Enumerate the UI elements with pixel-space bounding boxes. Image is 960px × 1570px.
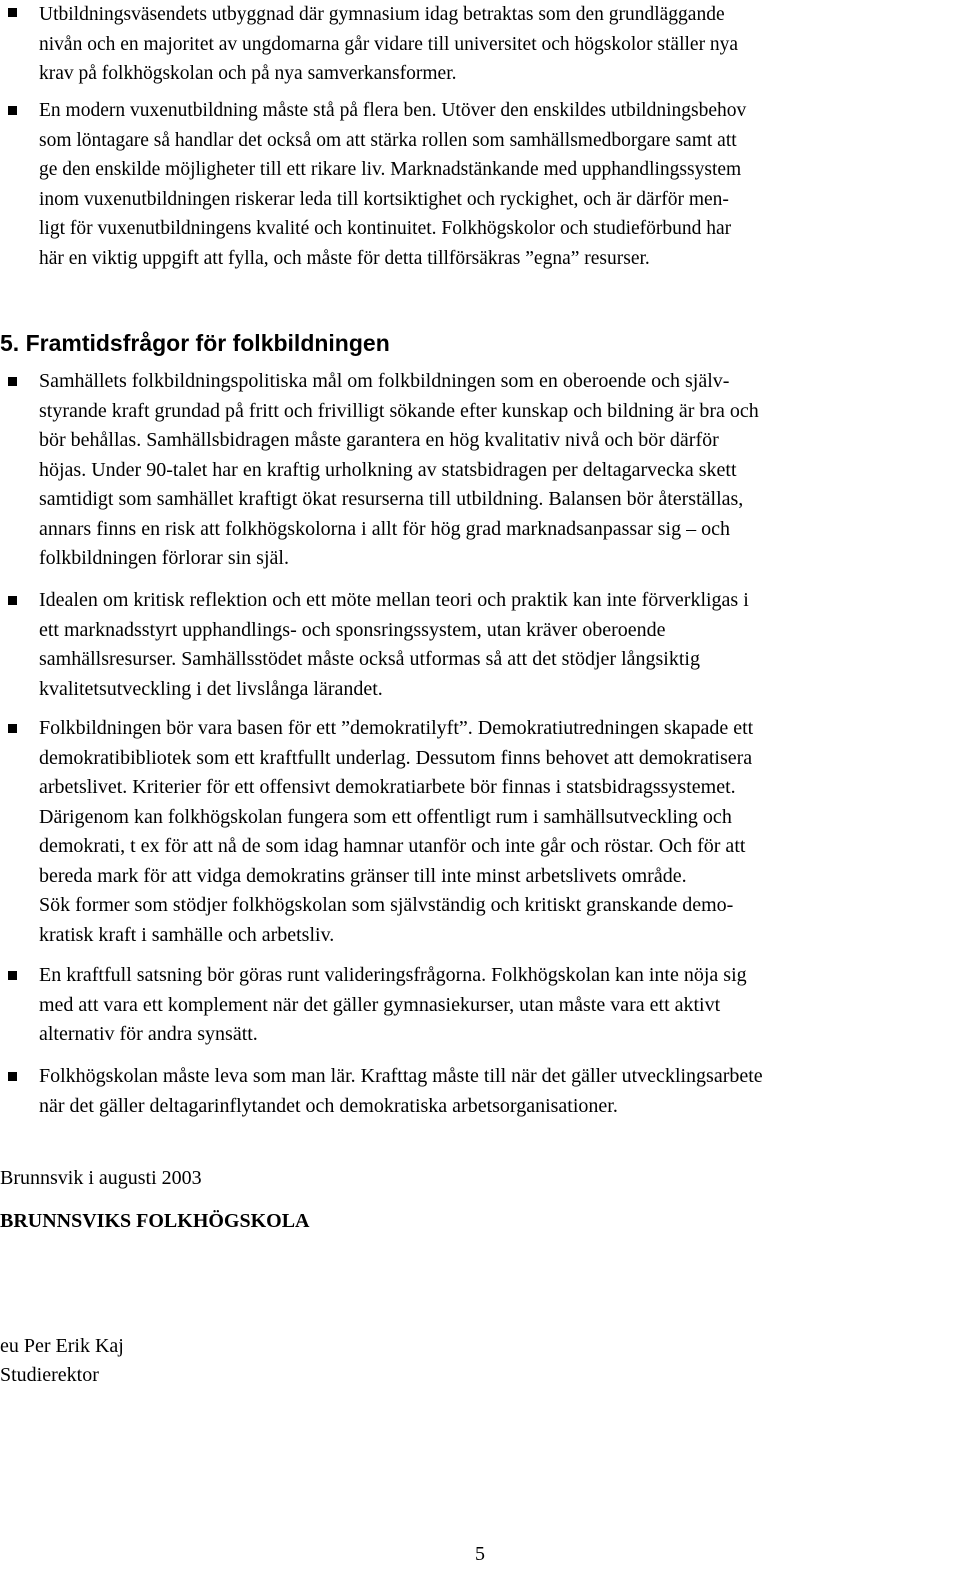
text-line: när det gäller deltagarinflytandet och demokratiska arbetsorganisationer. [39,1094,618,1117]
square-bullet-icon [8,724,17,733]
text-line: Samhällets folkbildningspolitiska mål om folkbildningen som en oberoende och själv- [39,370,730,392]
text-line: bör behållas. Samhällsbidragen måste garantera en hög kvalitativ nivå och bör därför [39,429,719,451]
text-line: samtidigt som samhället kraftigt ökat resurserna till utbildning. Balansen bör återställas, [39,488,744,510]
text-line: med att vara ett komplement när det gäller gymnasiekurser, utan måste vara ett aktivt [39,993,721,1016]
bullet-item [39,96,954,273]
text-line: här en viktig uppgift att fylla, och måste för detta tillförsäkras ”egna” resurser. [39,247,650,269]
square-bullet-icon [8,596,17,605]
text-line: demokrati, t ex för att nå de som idag hamnar utanför och inte går och röstar. Och för att [39,835,746,857]
text-line: demokratibibliotek som ett kraftfullt underlag. Dessutom finns behovet att demokratisera [39,746,753,769]
text-line: Sök former som stödjer folkhögskolan som självständig och kritiskt granskande demo- [39,894,734,916]
text-line: ge den enskilde möjligheter till ett rikare liv. Marknadstänkande med upphandlingssystem [39,159,742,180]
section-heading: 5. Framtidsfrågor för folkbildningen [0,330,390,356]
square-bullet-icon [8,1072,17,1081]
text-line: Folkbildningen bör vara basen för ett ”demokratilyft”. Demokratiutredningen skapade ett [39,717,754,739]
text-line: som löntagare så handlar det också om att stärka rollen som samhällsmedborgare samt att [39,129,737,151]
organization-name: BRUNNSVIKS FOLKHÖGSKOLA [0,1210,310,1232]
text-line: En kraftfull satsning bör göras runt valideringsfrågorna. Folkhögskolan kan inte nöja sig [39,964,747,986]
text-line: Folkhögskolan måste leva som man lär. Krafttag måste till när det gäller utvecklingsarbete [39,1065,763,1087]
text-line: bereda mark för att vidga demokratins gränser till inte minst arbetslivets område. [39,864,687,887]
text-line: nivån och en majoritet av ungdomarna går vidare till universitet och högskolor ställer nya [39,33,739,55]
text-line: ligt för vuxenutbildningens kvalité och kontinuitet. Folkhögskolor och studieförbund har [39,218,732,239]
text-line: annars finns en risk att folkhögskolorna i allt för hög grad marknadsanpassar sig – och [39,517,730,540]
bullet-item [39,0,954,89]
page-number: 5 [475,1543,485,1565]
square-bullet-icon [8,8,17,17]
text-line: krav på folkhögskolan och på nya samverkansformer. [39,63,457,84]
square-bullet-icon [8,106,17,115]
text-line: inom vuxenutbildningen riskerar leda till kortsiktighet och ryckighet, och är därför men- [39,188,729,210]
place-date: Brunnsvik i augusti 2003 [0,1167,202,1189]
text-line: En modern vuxenutbildning måste stå på flera ben. Utöver den enskildes utbildningsbehov [39,100,747,121]
text-line: folkbildningen förlorar sin själ. [39,547,289,569]
text-line: Utbildningsväsendets utbyggnad där gymnasium idag betraktas som den grundläggande [39,4,725,25]
square-bullet-icon [8,971,17,980]
signer-title: Studierektor [0,1364,99,1386]
text-line: kratisk kraft i samhälle och arbetsliv. [39,923,335,946]
bullet-item [39,961,954,1050]
text-line: samhällsresurser. Samhällsstödet måste också utformas så att det stödjer långsiktig [39,648,700,670]
square-bullet-icon [8,377,17,386]
text-line: Idealen om kritisk reflektion och ett möte mellan teori och praktik kan inte förverkligas i [39,589,749,611]
text-line: höjas. Under 90-talet har en kraftig urholkning av statsbidragen per deltagarvecka skett [39,458,737,481]
text-line: styrande kraft grundad på fritt och frivilligt sökande efter kunskap och bildning är bra och [39,399,759,422]
signer-name: eu Per Erik Kaj [0,1335,124,1357]
text-line: Därigenom kan folkhögskolan fungera som ett offentligt rum i samhällsutveckling och [39,805,732,828]
bullet-item [39,586,954,704]
bullet-item [39,367,954,574]
text-line: alternativ för andra synsätt. [39,1023,258,1045]
bullet-item [39,714,954,950]
bullet-item [39,1062,954,1121]
text-line: kvalitetsutveckling i det livslånga lärandet. [39,677,383,700]
text-line: arbetslivet. Kriterier för ett offensivt demokratiarbete bör finnas i statsbidragssystemet. [39,776,736,798]
text-line: ett marknadsstyrt upphandlings- och sponsringssystem, utan kräver oberoende [39,618,666,641]
